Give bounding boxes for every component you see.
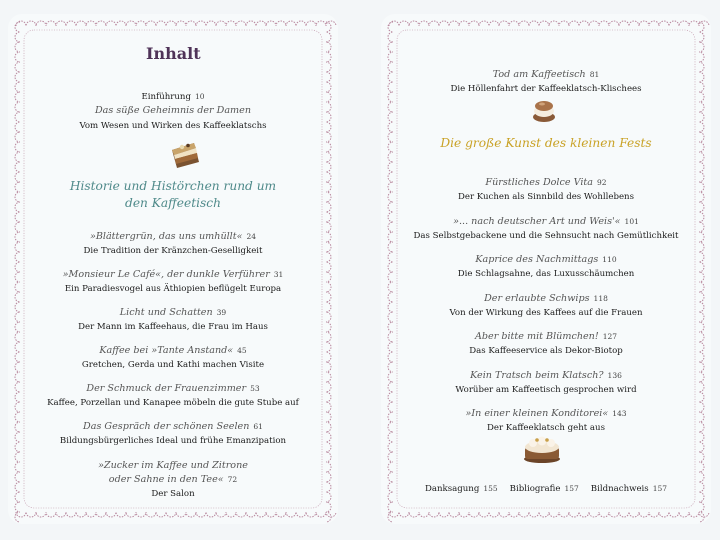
intro-subtitle: Vom Wesen und Wirken des Kaffeeklatschs [79, 121, 267, 131]
cake-slice-icon [169, 140, 201, 172]
toc-entry-title: Aber bitte mit Blümchen! 127 [474, 331, 618, 342]
section-title-line-2: den Kaffeetisch [125, 196, 221, 210]
toc-entry-subtitle: Bildungsbürgerliches Ideal und frühe Emanzipation [59, 436, 287, 446]
intro-line: Einführung 10 [141, 92, 205, 102]
toc-entry-title: »Blättergrün, das uns umhüllt« 24 [89, 231, 257, 242]
toc-entry-title: Der erlaubte Schwips 118 [484, 292, 608, 304]
toc-entry-subtitle: Gretchen, Gerda und Kathi machen Visite [81, 360, 265, 370]
toc-entry-title: Fürstliches Dolce Vita 92 [485, 177, 607, 188]
toc-entry-title: Kaffee bei »Tante Anstand« 45 [99, 345, 247, 356]
toc-entry-title: Licht und Schatten 39 [119, 307, 227, 318]
toc-entry-subtitle: Kaffee, Porzellan und Kanapee möbeln die gute Stube auf [47, 398, 299, 408]
toc-entry-title: »Monsieur Le Café«, der dunkle Verführer 31 [62, 269, 284, 280]
toc-entry-subtitle: Die Höllenfahrt der Kaffeeklatsch-Klischees [450, 84, 642, 94]
toc-entry-title: »... nach deutscher Art und Weis'« 101 [453, 215, 639, 227]
toc-entry-title: Kaprice des Nachmittags 110 [475, 254, 617, 265]
toc-entry-subtitle: Der Kaffeeklatsch geht aus [486, 423, 606, 433]
toc-entry-subtitle: Die Tradition der Kränzchen-Geselligkeit [83, 246, 263, 256]
cream-puff-icon [531, 99, 557, 123]
toc-entry-subtitle: Von der Wirkung des Kaffees auf die Frauen [449, 307, 643, 318]
toc-entry-subtitle: Ein Paradiesvogel aus Äthiopien beflügelt Europa [64, 284, 282, 294]
toc-entry-subtitle: Das Kaffeeservice als Dekor-Biotop [469, 346, 623, 356]
toc-entry-subtitle: Der Kuchen als Sinnbild des Wohllebens [457, 192, 635, 202]
footer-item: Bibliografie 157 [509, 484, 579, 494]
footer-item: Danksagung 155 [424, 484, 498, 494]
footer-item: Bildnachweis 157 [590, 484, 668, 494]
toc-entry-subtitle: Der Salon [151, 489, 195, 499]
section-title: Die große Kunst des kleinen Fests [440, 136, 652, 150]
toc-entry-title: oder Sahne in den Tee« 72 [108, 474, 238, 485]
toc-entry-subtitle: Worüber am Kaffeetisch gesprochen wird [455, 384, 637, 395]
toc-entry-title: »In einer kleinen Konditorei« 143 [465, 408, 627, 419]
section-title-line-1: Historie und Histörchen rund um [69, 179, 277, 193]
toc-entry-title: Der Schmuck der Frauenzimmer 53 [86, 383, 260, 394]
toc-entry-title: Das Gespräch der schönen Seelen 61 [83, 421, 263, 432]
toc-footer [381, 484, 711, 494]
toc-entry-title: Kein Tratsch beim Klatsch? 136 [470, 369, 622, 381]
left-page [8, 14, 338, 524]
cream-cake-icon [521, 432, 563, 464]
intro-title: Das süße Geheimnis der Damen [94, 105, 252, 116]
toc-entry-subtitle: Das Selbstgebackene und die Sehnsucht nach Gemütlichkeit [413, 230, 679, 241]
toc-entry-subtitle: Der Mann im Kaffeehaus, die Frau im Haus [78, 322, 268, 332]
right-page [381, 14, 711, 524]
page-title: Inhalt [146, 44, 201, 63]
toc-entry-subtitle: Die Schlagsahne, das Luxusschäumchen [457, 269, 635, 279]
toc-entry-title: Tod am Kaffeetisch 81 [492, 69, 600, 80]
toc-entry-title: »Zucker im Kaffee und Zitrone [98, 460, 248, 471]
